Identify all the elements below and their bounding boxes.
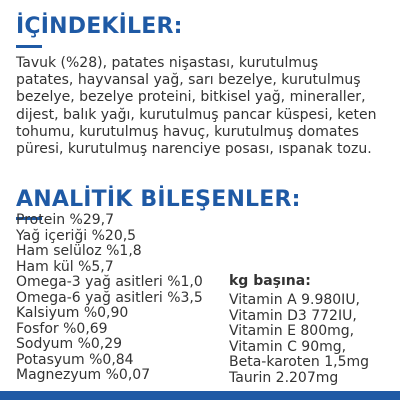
analytical-component-item: Omega-6 yağ asitleri %3,5 — [16, 289, 203, 306]
per-kg-heading: kg başına: — [229, 273, 311, 289]
ingredients-line: patates, hayvansal yağ, sarı bezelye, kurutulmuş — [16, 72, 361, 89]
vitamin-item: Vitamin D3 772IU, — [229, 307, 357, 324]
analytical-component-item: Kalsiyum %0,90 — [16, 305, 129, 321]
analytical-components-heading: ANALİTİK BİLEŞENLER: — [16, 187, 301, 212]
ingredients-line: tohumu, kurutulmuş havuç, kurutulmuş domates — [16, 123, 359, 140]
analytical-component-item: Fosfor %0,69 — [16, 320, 108, 337]
bottom-accent-bar — [0, 391, 400, 400]
analytical-components-list — [16, 213, 203, 384]
analytical-component-item: Ham selüloz %1,8 — [16, 243, 142, 259]
vitamin-item: Vitamin E 800mg, — [229, 323, 355, 339]
ingredients-text — [16, 55, 388, 158]
analytical-component-item: Sodyum %0,29 — [16, 336, 123, 352]
ingredients-line: bezelye, bezelye proteini, bitkisel yağ, mineraller, — [16, 89, 366, 106]
vitamin-item: Vitamin C 90mg, — [229, 338, 347, 355]
ingredients-line: dijest, balık yağı, kurutulmuş pancar küspesi, keten — [16, 106, 377, 123]
vitamin-item: Vitamin A 9.980IU, — [229, 292, 361, 308]
ingredients-line: püresi, kurutulmuş narenciye posası, ıspanak tozu. — [16, 141, 372, 158]
ingredients-heading: İÇİNDEKİLER: — [16, 14, 183, 39]
vitamin-list — [229, 293, 369, 386]
analytical-component-item: Omega-3 yağ asitleri %1,0 — [16, 274, 203, 290]
analytical-component-item: Ham kül %5,7 — [16, 258, 114, 275]
analytical-component-item: Potasyum %0,84 — [16, 351, 134, 368]
ingredients-line: Tavuk (%28), patates nişastası, kurutulmuş — [16, 55, 319, 71]
analytical-component-item: Yağ içeriği %20,5 — [16, 227, 137, 244]
vitamin-item: Taurin 2.207mg — [229, 369, 339, 386]
ingredients-heading-underline — [16, 45, 42, 48]
analytical-component-item: Magnezyum %0,07 — [16, 367, 151, 383]
analytical-component-item: Protein %29,7 — [16, 212, 114, 228]
vitamin-item: Beta-karoten 1,5mg — [229, 354, 370, 370]
